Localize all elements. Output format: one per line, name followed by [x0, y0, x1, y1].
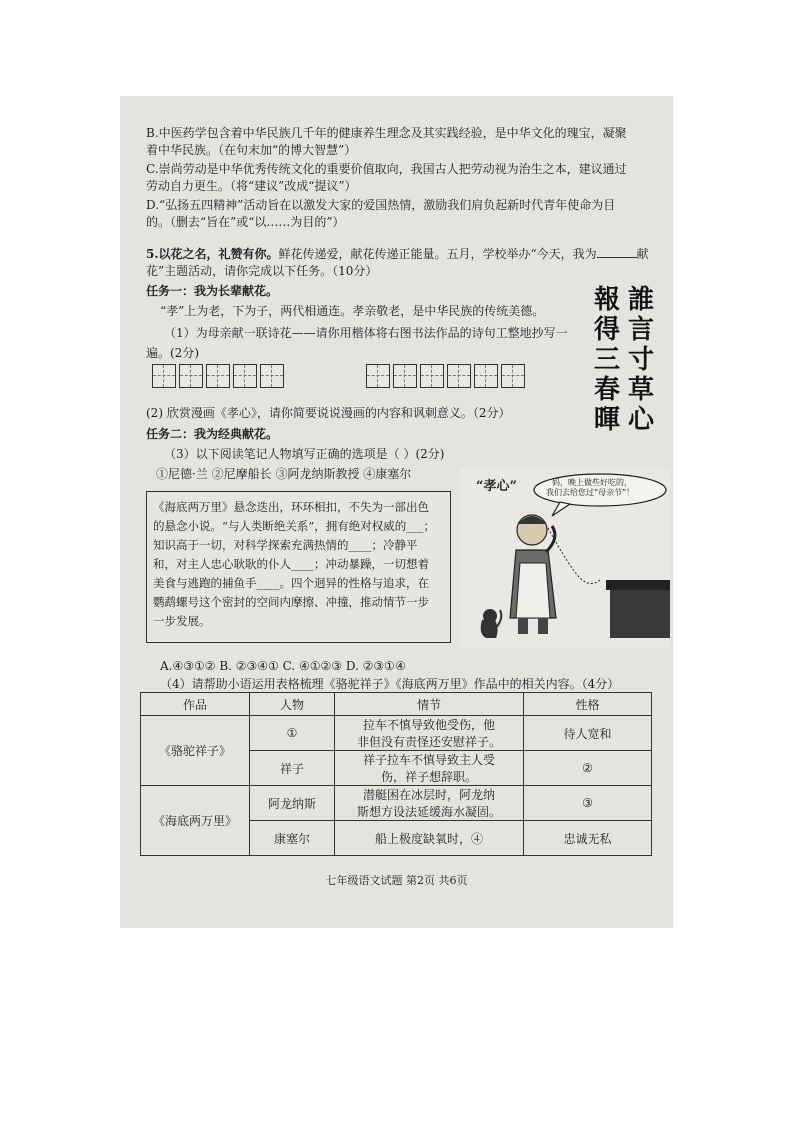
option-b-line2: 着中华民族。（在句末加“的博大智慧”） — [146, 143, 357, 157]
calligraphy-char: 言 — [628, 315, 655, 345]
writing-cell[interactable] — [474, 364, 498, 388]
table-row — [141, 786, 652, 821]
option-c-line1: C.崇尚劳动是中华优秀传统文化的重要价值取向，我国古人把劳动视为治生之本，建议通过 — [146, 162, 627, 176]
writing-cell[interactable] — [152, 364, 176, 388]
writing-cell[interactable] — [179, 364, 203, 388]
trait-cell: 待人宽和 — [524, 716, 652, 751]
plot-line: 拉车不慎导致他受伤，他 — [362, 718, 495, 732]
calligraphy-char: 報 — [594, 285, 621, 315]
person-cell[interactable]: ① — [250, 716, 335, 751]
person-cell: 阿龙纳斯 — [250, 786, 335, 821]
note-line: 知识高于一切，对科学探索充满热情的____；冷静平 — [153, 538, 418, 552]
summary-table — [140, 692, 652, 856]
plot-line: 祥子拉车不慎导致主人受 — [362, 753, 495, 767]
note-line: 《海底两万里》悬念迭出，环环相扣，不失为一部出色 — [153, 500, 429, 514]
option-c-line2: 劳动自力更生。（将“建议”改成“提议”） — [146, 179, 357, 193]
question-2: (2) 欣赏漫画《孝心》，请你简要说说漫画的内容和讽刺意义。（2分） — [146, 406, 511, 420]
header-cell: 性格 — [524, 693, 652, 716]
question-5-line1 — [146, 247, 649, 261]
reading-note-box — [146, 491, 451, 643]
trait-cell[interactable]: ③ — [524, 786, 652, 821]
trait-cell: 忠诚无私 — [524, 821, 652, 856]
writing-cell[interactable] — [206, 364, 230, 388]
calligraphy-char: 草 — [628, 375, 655, 405]
note-line: 和，对主人忠心耿耿的仆人____；冲动暴躁，一切想着 — [153, 557, 429, 571]
question-4: （4）请帮助小语运用表格梳理《骆驼祥子》《海底两万里》作品中的相关内容。（4分） — [160, 677, 620, 691]
question-1-line1: （1）为母亲献一联诗花——请你用楷体将右图书法作品的诗句工整地抄写一 — [164, 326, 568, 340]
answer-blank[interactable] — [597, 247, 637, 258]
note-line: 鹦鹉螺号这个密封的空间内摩擦、冲撞，推动情节一步 — [153, 595, 429, 609]
plot-cell — [335, 716, 524, 751]
table-row — [141, 716, 652, 751]
option-d-line1: D.“弘扬五四精神”活动旨在以激发大家的爱国热情，激励我们肩负起新时代青年使命为目 — [146, 198, 616, 212]
calligraphy-char: 得 — [594, 315, 621, 345]
question-5-line2: 花”主题活动，请你完成以下任务。（10分） — [146, 264, 378, 278]
exam-page — [120, 96, 673, 928]
writing-cell[interactable] — [393, 364, 417, 388]
option-d-line2: 的。（删去“旨在”或“以……为目的”） — [146, 215, 345, 229]
calligraphy-char: 三 — [594, 345, 621, 375]
note-line: 的悬念小说。“与人类断绝关系”，拥有绝对权威的___； — [153, 519, 436, 533]
header-cell: 作品 — [141, 693, 250, 716]
plot-line: 船上极度缺氧时，④ — [374, 831, 483, 846]
calligraphy-char: 春 — [594, 375, 621, 405]
plot-cell[interactable] — [335, 821, 524, 856]
writing-grid-right[interactable] — [366, 364, 528, 388]
person-cell: 康塞尔 — [250, 821, 335, 856]
cartoon-xiaoxin — [460, 468, 670, 648]
task-1-text: “孝”上为老，下为子，两代相通连。孝亲敬老，是中华民族的传统美德。 — [160, 304, 545, 318]
writing-cell[interactable] — [420, 364, 444, 388]
question-5-end: 献 — [636, 247, 649, 261]
trait-cell[interactable]: ② — [524, 751, 652, 786]
question-3: （3）以下阅读笔记人物填写正确的选项是（ ）(2分) — [164, 447, 445, 461]
person-cell: 祥子 — [250, 751, 335, 786]
option-b-line1: B.中医药学包含着中华民族几千年的健康养生理念及其实践经验，是中华文化的瑰宝，凝聚 — [146, 126, 627, 140]
calligraphy-char: 心 — [628, 405, 655, 435]
task-2-heading: 任务二：我为经典献花。 — [146, 427, 279, 441]
note-line: 一步发展。 — [153, 614, 211, 628]
writing-cell[interactable] — [233, 364, 257, 388]
writing-cell[interactable] — [260, 364, 284, 388]
table-header-row — [141, 693, 652, 716]
calligraphy-char: 誰 — [628, 285, 655, 315]
question-3-choices: A.④③①② B. ②③④① C. ④①②③ D. ②③①④ — [160, 659, 406, 673]
plot-line: 斯想方设法延缓海水凝固。 — [356, 805, 501, 819]
writing-cell[interactable] — [447, 364, 471, 388]
plot-line: 伤，祥子想辞职。 — [380, 770, 477, 784]
cartoon-title: “孝心” — [476, 479, 517, 494]
note-line: 美食与逃跑的捕鱼手____。四个迥异的性格与追求，在 — [153, 576, 429, 590]
work-cell: 《海底两万里》 — [141, 786, 250, 856]
calligraphy-char: 暉 — [594, 405, 621, 435]
calligraphy-char: 寸 — [628, 345, 655, 375]
plot-cell — [335, 751, 524, 786]
speech-bubble-line2: 我们去给您过“母亲节”！ — [546, 488, 635, 497]
speech-bubble-line1: 妈，晚上做些好吃的， — [552, 478, 632, 487]
plot-line: 非但没有责怪还安慰祥子。 — [356, 735, 501, 749]
plot-cell — [335, 786, 524, 821]
writing-cell[interactable] — [366, 364, 390, 388]
header-cell: 人物 — [250, 693, 335, 716]
plot-line: 潜艇困在冰层时，阿龙纳 — [362, 788, 495, 802]
calligraphy-artwork — [588, 286, 668, 436]
question-5-intro: 鲜花传递爱，献花传递正能量。五月，学校举办“今天，我为 — [278, 247, 597, 261]
question-3-options: ①尼德·兰 ②尼摩船长 ③阿龙纳斯教授 ④康塞尔 — [156, 467, 412, 481]
work-cell: 《骆驼祥子》 — [141, 716, 250, 786]
question-1-line2: 遍。(2分) — [146, 346, 199, 360]
page-footer: 七年级语文试题 第2页 共6页 — [325, 874, 468, 887]
task-1-heading: 任务一：我为长辈献花。 — [146, 284, 279, 298]
header-cell: 情节 — [335, 693, 524, 716]
writing-grid-left[interactable] — [152, 364, 287, 388]
question-5-heading: 5.以花之名，礼赞有你。 — [146, 247, 279, 261]
writing-cell[interactable] — [501, 364, 525, 388]
